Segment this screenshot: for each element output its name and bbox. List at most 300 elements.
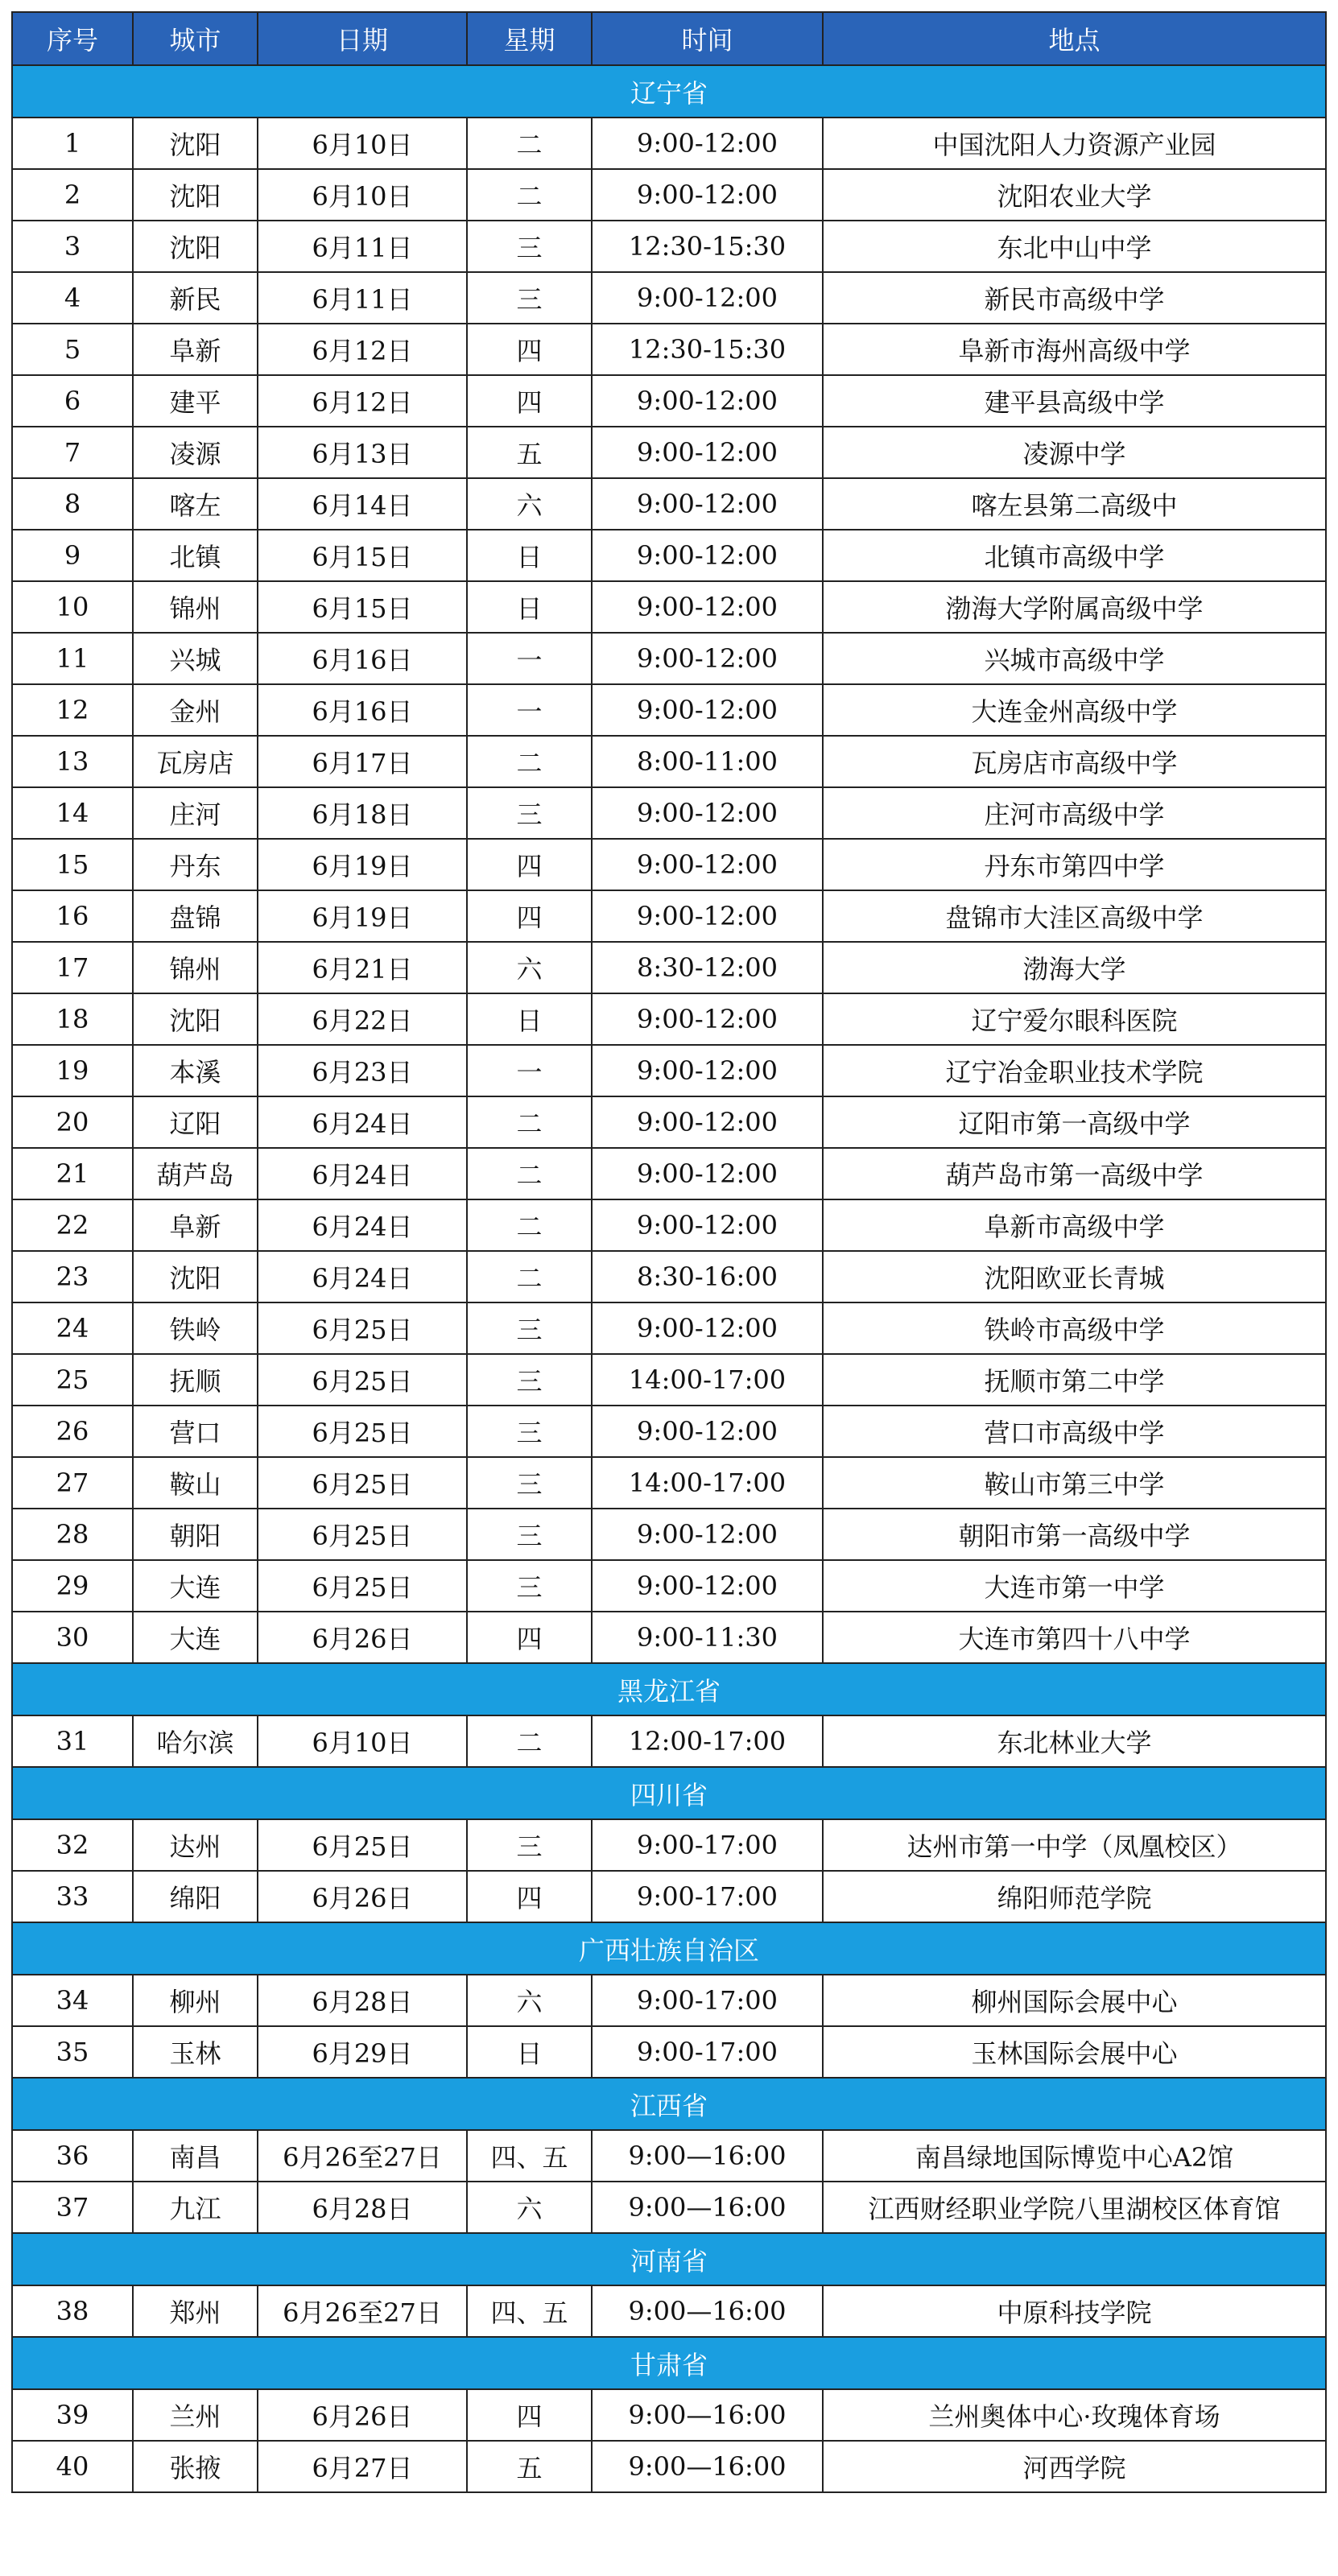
cell-time: 9:00-12:00 <box>592 1148 823 1199</box>
table-row <box>12 530 1326 581</box>
table-row <box>12 1354 1326 1406</box>
cell-weekday: 四 <box>467 375 592 427</box>
cell-city: 郑州 <box>133 2285 258 2337</box>
cell-location: 河西学院 <box>823 2441 1326 2492</box>
cell-index: 39 <box>12 2389 133 2441</box>
cell-index: 4 <box>12 272 133 324</box>
cell-index: 35 <box>12 2026 133 2078</box>
header-index: 序号 <box>12 12 133 65</box>
cell-location: 中国沈阳人力资源产业园 <box>823 118 1326 169</box>
cell-index: 12 <box>12 684 133 736</box>
cell-index: 21 <box>12 1148 133 1199</box>
table-row <box>12 1560 1326 1612</box>
cell-weekday: 四 <box>467 324 592 375</box>
cell-date: 6月10日 <box>258 118 467 169</box>
table-row <box>12 890 1326 942</box>
cell-time: 9:00-12:00 <box>592 787 823 839</box>
cell-time: 9:00-12:00 <box>592 1509 823 1560</box>
cell-date: 6月26至27日 <box>258 2130 467 2182</box>
table-row <box>12 169 1326 221</box>
cell-city: 哈尔滨 <box>133 1715 258 1767</box>
cell-location: 柳州国际会展中心 <box>823 1975 1326 2026</box>
cell-city: 庄河 <box>133 787 258 839</box>
cell-time: 9:00-12:00 <box>592 633 823 684</box>
cell-location: 沈阳农业大学 <box>823 169 1326 221</box>
cell-location: 丹东市第四中学 <box>823 839 1326 890</box>
table-row <box>12 993 1326 1045</box>
cell-weekday: 三 <box>467 1406 592 1457</box>
cell-index: 16 <box>12 890 133 942</box>
cell-location: 渤海大学附属高级中学 <box>823 581 1326 633</box>
table-row <box>12 2182 1326 2233</box>
cell-city: 建平 <box>133 375 258 427</box>
province-section-row <box>12 2233 1326 2285</box>
cell-weekday: 三 <box>467 787 592 839</box>
province-name: 辽宁省 <box>12 65 1326 118</box>
cell-weekday: 二 <box>467 1096 592 1148</box>
table-row <box>12 1148 1326 1199</box>
cell-location: 营口市高级中学 <box>823 1406 1326 1457</box>
cell-location: 玉林国际会展中心 <box>823 2026 1326 2078</box>
cell-weekday: 四 <box>467 1612 592 1663</box>
cell-weekday: 四 <box>467 890 592 942</box>
table-row <box>12 736 1326 787</box>
cell-index: 9 <box>12 530 133 581</box>
cell-weekday: 四、五 <box>467 2285 592 2337</box>
table-row <box>12 1406 1326 1457</box>
cell-time: 9:00-17:00 <box>592 1975 823 2026</box>
cell-index: 40 <box>12 2441 133 2492</box>
province-section-row <box>12 65 1326 118</box>
table-row <box>12 1096 1326 1148</box>
province-name: 黑龙江省 <box>12 1663 1326 1715</box>
cell-city: 瓦房店 <box>133 736 258 787</box>
cell-location: 北镇市高级中学 <box>823 530 1326 581</box>
cell-location: 庄河市高级中学 <box>823 787 1326 839</box>
table-row <box>12 633 1326 684</box>
cell-index: 1 <box>12 118 133 169</box>
cell-city: 沈阳 <box>133 169 258 221</box>
cell-date: 6月19日 <box>258 890 467 942</box>
cell-city: 阜新 <box>133 324 258 375</box>
table-row <box>12 1199 1326 1251</box>
cell-location: 江西财经职业学院八里湖校区体育馆 <box>823 2182 1326 2233</box>
table-row <box>12 581 1326 633</box>
cell-city: 沈阳 <box>133 993 258 1045</box>
cell-weekday: 二 <box>467 169 592 221</box>
cell-weekday: 四 <box>467 2389 592 2441</box>
cell-date: 6月26日 <box>258 2389 467 2441</box>
cell-city: 金州 <box>133 684 258 736</box>
cell-city: 营口 <box>133 1406 258 1457</box>
cell-date: 6月24日 <box>258 1251 467 1302</box>
table-row <box>12 2285 1326 2337</box>
cell-index: 23 <box>12 1251 133 1302</box>
cell-location: 凌源中学 <box>823 427 1326 478</box>
cell-date: 6月18日 <box>258 787 467 839</box>
cell-time: 9:00—16:00 <box>592 2285 823 2337</box>
cell-city: 抚顺 <box>133 1354 258 1406</box>
table-row <box>12 2026 1326 2078</box>
header-location: 地点 <box>823 12 1326 65</box>
cell-weekday: 四 <box>467 1871 592 1922</box>
cell-date: 6月28日 <box>258 2182 467 2233</box>
cell-weekday: 一 <box>467 1045 592 1096</box>
cell-location: 兰州奥体中心·玫瑰体育场 <box>823 2389 1326 2441</box>
table-row <box>12 375 1326 427</box>
cell-city: 辽阳 <box>133 1096 258 1148</box>
cell-location: 喀左县第二高级中 <box>823 478 1326 530</box>
cell-time: 8:00-11:00 <box>592 736 823 787</box>
cell-index: 29 <box>12 1560 133 1612</box>
cell-date: 6月25日 <box>258 1457 467 1509</box>
cell-city: 葫芦岛 <box>133 1148 258 1199</box>
cell-date: 6月23日 <box>258 1045 467 1096</box>
cell-location: 阜新市海州高级中学 <box>823 324 1326 375</box>
cell-location: 建平县高级中学 <box>823 375 1326 427</box>
cell-date: 6月26日 <box>258 1871 467 1922</box>
cell-index: 26 <box>12 1406 133 1457</box>
cell-city: 张掖 <box>133 2441 258 2492</box>
table-row <box>12 839 1326 890</box>
cell-location: 抚顺市第二中学 <box>823 1354 1326 1406</box>
cell-weekday: 六 <box>467 942 592 993</box>
cell-date: 6月11日 <box>258 272 467 324</box>
cell-weekday: 四 <box>467 839 592 890</box>
cell-index: 28 <box>12 1509 133 1560</box>
province-section-row <box>12 2337 1326 2389</box>
cell-city: 达州 <box>133 1819 258 1871</box>
province-name: 河南省 <box>12 2233 1326 2285</box>
cell-weekday: 二 <box>467 118 592 169</box>
cell-weekday: 日 <box>467 2026 592 2078</box>
cell-index: 13 <box>12 736 133 787</box>
cell-index: 18 <box>12 993 133 1045</box>
cell-location: 辽宁爱尔眼科医院 <box>823 993 1326 1045</box>
cell-time: 9:00-12:00 <box>592 427 823 478</box>
cell-index: 25 <box>12 1354 133 1406</box>
cell-index: 34 <box>12 1975 133 2026</box>
cell-time: 8:30-16:00 <box>592 1251 823 1302</box>
cell-date: 6月25日 <box>258 1354 467 1406</box>
table-row <box>12 942 1326 993</box>
cell-city: 大连 <box>133 1612 258 1663</box>
table-row <box>12 1045 1326 1096</box>
cell-time: 9:00—16:00 <box>592 2441 823 2492</box>
cell-weekday: 三 <box>467 1509 592 1560</box>
cell-location: 葫芦岛市第一高级中学 <box>823 1148 1326 1199</box>
cell-time: 9:00-12:00 <box>592 1560 823 1612</box>
table-row <box>12 1871 1326 1922</box>
cell-weekday: 四、五 <box>467 2130 592 2182</box>
cell-time: 9:00-12:00 <box>592 1045 823 1096</box>
cell-time: 9:00-17:00 <box>592 1871 823 1922</box>
cell-location: 阜新市高级中学 <box>823 1199 1326 1251</box>
cell-city: 大连 <box>133 1560 258 1612</box>
table-row <box>12 2130 1326 2182</box>
cell-index: 36 <box>12 2130 133 2182</box>
table-row <box>12 1715 1326 1767</box>
cell-time: 9:00-12:00 <box>592 118 823 169</box>
cell-date: 6月15日 <box>258 581 467 633</box>
cell-time: 9:00-12:00 <box>592 478 823 530</box>
cell-time: 8:30-12:00 <box>592 942 823 993</box>
cell-city: 喀左 <box>133 478 258 530</box>
cell-index: 31 <box>12 1715 133 1767</box>
cell-weekday: 五 <box>467 427 592 478</box>
header-row <box>12 12 1326 65</box>
cell-location: 铁岭市高级中学 <box>823 1302 1326 1354</box>
table-row <box>12 324 1326 375</box>
cell-date: 6月17日 <box>258 736 467 787</box>
cell-weekday: 六 <box>467 478 592 530</box>
province-name: 广西壮族自治区 <box>12 1922 1326 1975</box>
table-row <box>12 787 1326 839</box>
cell-date: 6月14日 <box>258 478 467 530</box>
cell-time: 9:00-17:00 <box>592 1819 823 1871</box>
cell-city: 阜新 <box>133 1199 258 1251</box>
cell-date: 6月28日 <box>258 1975 467 2026</box>
cell-date: 6月12日 <box>258 375 467 427</box>
cell-city: 北镇 <box>133 530 258 581</box>
cell-city: 锦州 <box>133 942 258 993</box>
table-row <box>12 221 1326 272</box>
cell-weekday: 二 <box>467 1148 592 1199</box>
cell-index: 30 <box>12 1612 133 1663</box>
cell-weekday: 日 <box>467 530 592 581</box>
cell-city: 本溪 <box>133 1045 258 1096</box>
province-section-row <box>12 2078 1326 2130</box>
cell-city: 沈阳 <box>133 118 258 169</box>
cell-time: 9:00-12:00 <box>592 1096 823 1148</box>
cell-weekday: 三 <box>467 1560 592 1612</box>
cell-location: 渤海大学 <box>823 942 1326 993</box>
cell-time: 14:00-17:00 <box>592 1457 823 1509</box>
cell-date: 6月13日 <box>258 427 467 478</box>
cell-date: 6月12日 <box>258 324 467 375</box>
cell-weekday: 三 <box>467 1457 592 1509</box>
table-row <box>12 1975 1326 2026</box>
cell-index: 14 <box>12 787 133 839</box>
cell-weekday: 二 <box>467 1251 592 1302</box>
cell-city: 玉林 <box>133 2026 258 2078</box>
cell-city: 新民 <box>133 272 258 324</box>
cell-date: 6月29日 <box>258 2026 467 2078</box>
cell-index: 20 <box>12 1096 133 1148</box>
cell-date: 6月16日 <box>258 633 467 684</box>
cell-location: 达州市第一中学（凤凰校区） <box>823 1819 1326 1871</box>
cell-time: 9:00-17:00 <box>592 2026 823 2078</box>
cell-index: 6 <box>12 375 133 427</box>
schedule-table <box>11 11 1327 2493</box>
cell-date: 6月25日 <box>258 1509 467 1560</box>
table-row <box>12 2389 1326 2441</box>
cell-weekday: 三 <box>467 221 592 272</box>
cell-date: 6月16日 <box>258 684 467 736</box>
province-name: 四川省 <box>12 1767 1326 1819</box>
cell-index: 24 <box>12 1302 133 1354</box>
cell-index: 37 <box>12 2182 133 2233</box>
cell-weekday: 三 <box>467 1302 592 1354</box>
province-name: 甘肃省 <box>12 2337 1326 2389</box>
cell-index: 27 <box>12 1457 133 1509</box>
cell-location: 盘锦市大洼区高级中学 <box>823 890 1326 942</box>
table-row <box>12 2441 1326 2492</box>
cell-date: 6月25日 <box>258 1560 467 1612</box>
cell-date: 6月24日 <box>258 1148 467 1199</box>
cell-date: 6月10日 <box>258 169 467 221</box>
cell-weekday: 二 <box>467 1199 592 1251</box>
cell-city: 南昌 <box>133 2130 258 2182</box>
cell-date: 6月24日 <box>258 1096 467 1148</box>
cell-date: 6月21日 <box>258 942 467 993</box>
cell-location: 兴城市高级中学 <box>823 633 1326 684</box>
cell-weekday: 三 <box>467 1819 592 1871</box>
cell-city: 九江 <box>133 2182 258 2233</box>
cell-city: 铁岭 <box>133 1302 258 1354</box>
cell-location: 大连市第四十八中学 <box>823 1612 1326 1663</box>
cell-weekday: 六 <box>467 1975 592 2026</box>
cell-location: 辽宁冶金职业技术学院 <box>823 1045 1326 1096</box>
cell-city: 沈阳 <box>133 1251 258 1302</box>
cell-city: 兰州 <box>133 2389 258 2441</box>
cell-index: 8 <box>12 478 133 530</box>
cell-date: 6月25日 <box>258 1406 467 1457</box>
cell-time: 9:00-12:00 <box>592 169 823 221</box>
cell-weekday: 三 <box>467 272 592 324</box>
cell-date: 6月19日 <box>258 839 467 890</box>
cell-location: 辽阳市第一高级中学 <box>823 1096 1326 1148</box>
province-section-row <box>12 1663 1326 1715</box>
table-row <box>12 1251 1326 1302</box>
cell-location: 新民市高级中学 <box>823 272 1326 324</box>
cell-time: 9:00—16:00 <box>592 2130 823 2182</box>
cell-location: 鞍山市第三中学 <box>823 1457 1326 1509</box>
cell-index: 32 <box>12 1819 133 1871</box>
cell-index: 33 <box>12 1871 133 1922</box>
cell-weekday: 一 <box>467 633 592 684</box>
cell-time: 9:00-12:00 <box>592 530 823 581</box>
cell-location: 大连市第一中学 <box>823 1560 1326 1612</box>
cell-index: 17 <box>12 942 133 993</box>
cell-city: 朝阳 <box>133 1509 258 1560</box>
cell-time: 9:00-11:30 <box>592 1612 823 1663</box>
cell-location: 大连金州高级中学 <box>823 684 1326 736</box>
cell-index: 22 <box>12 1199 133 1251</box>
cell-weekday: 二 <box>467 736 592 787</box>
cell-location: 东北林业大学 <box>823 1715 1326 1767</box>
cell-index: 2 <box>12 169 133 221</box>
cell-location: 沈阳欧亚长青城 <box>823 1251 1326 1302</box>
cell-index: 7 <box>12 427 133 478</box>
table-row <box>12 427 1326 478</box>
table-row <box>12 684 1326 736</box>
cell-time: 14:00-17:00 <box>592 1354 823 1406</box>
cell-location: 东北中山中学 <box>823 221 1326 272</box>
header-city: 城市 <box>133 12 258 65</box>
cell-time: 12:30-15:30 <box>592 324 823 375</box>
cell-date: 6月26日 <box>258 1612 467 1663</box>
cell-time: 9:00-12:00 <box>592 272 823 324</box>
cell-location: 绵阳师范学院 <box>823 1871 1326 1922</box>
cell-date: 6月25日 <box>258 1819 467 1871</box>
cell-index: 3 <box>12 221 133 272</box>
cell-location: 中原科技学院 <box>823 2285 1326 2337</box>
cell-location: 朝阳市第一高级中学 <box>823 1509 1326 1560</box>
cell-time: 9:00-12:00 <box>592 839 823 890</box>
cell-time: 9:00-12:00 <box>592 1199 823 1251</box>
cell-time: 9:00—16:00 <box>592 2182 823 2233</box>
header-date: 日期 <box>258 12 467 65</box>
cell-date: 6月10日 <box>258 1715 467 1767</box>
cell-time: 9:00-12:00 <box>592 581 823 633</box>
cell-city: 绵阳 <box>133 1871 258 1922</box>
cell-time: 9:00-12:00 <box>592 890 823 942</box>
cell-weekday: 五 <box>467 2441 592 2492</box>
cell-index: 5 <box>12 324 133 375</box>
cell-location: 南昌绿地国际博览中心A2馆 <box>823 2130 1326 2182</box>
cell-index: 15 <box>12 839 133 890</box>
header-weekday: 星期 <box>467 12 592 65</box>
cell-time: 9:00-12:00 <box>592 993 823 1045</box>
province-name: 江西省 <box>12 2078 1326 2130</box>
cell-time: 12:30-15:30 <box>592 221 823 272</box>
cell-city: 锦州 <box>133 581 258 633</box>
header-time: 时间 <box>592 12 823 65</box>
cell-index: 19 <box>12 1045 133 1096</box>
table-row <box>12 1819 1326 1871</box>
table-row <box>12 272 1326 324</box>
cell-city: 凌源 <box>133 427 258 478</box>
province-section-row <box>12 1922 1326 1975</box>
cell-city: 盘锦 <box>133 890 258 942</box>
cell-weekday: 日 <box>467 993 592 1045</box>
table-row <box>12 1612 1326 1663</box>
cell-weekday: 一 <box>467 684 592 736</box>
province-section-row <box>12 1767 1326 1819</box>
cell-date: 6月27日 <box>258 2441 467 2492</box>
table-row <box>12 1302 1326 1354</box>
cell-weekday: 日 <box>467 581 592 633</box>
cell-date: 6月24日 <box>258 1199 467 1251</box>
cell-city: 鞍山 <box>133 1457 258 1509</box>
cell-time: 9:00-12:00 <box>592 684 823 736</box>
cell-weekday: 三 <box>467 1354 592 1406</box>
cell-weekday: 六 <box>467 2182 592 2233</box>
table-row <box>12 1457 1326 1509</box>
cell-date: 6月25日 <box>258 1302 467 1354</box>
cell-index: 11 <box>12 633 133 684</box>
cell-location: 瓦房店市高级中学 <box>823 736 1326 787</box>
table-row <box>12 1509 1326 1560</box>
cell-city: 沈阳 <box>133 221 258 272</box>
table-row <box>12 118 1326 169</box>
cell-index: 10 <box>12 581 133 633</box>
cell-weekday: 二 <box>467 1715 592 1767</box>
cell-time: 9:00-12:00 <box>592 1302 823 1354</box>
cell-date: 6月15日 <box>258 530 467 581</box>
cell-city: 丹东 <box>133 839 258 890</box>
table-row <box>12 478 1326 530</box>
cell-time: 9:00-12:00 <box>592 1406 823 1457</box>
cell-date: 6月26至27日 <box>258 2285 467 2337</box>
cell-city: 兴城 <box>133 633 258 684</box>
cell-time: 12:00-17:00 <box>592 1715 823 1767</box>
cell-time: 9:00—16:00 <box>592 2389 823 2441</box>
cell-city: 柳州 <box>133 1975 258 2026</box>
cell-date: 6月11日 <box>258 221 467 272</box>
cell-index: 38 <box>12 2285 133 2337</box>
